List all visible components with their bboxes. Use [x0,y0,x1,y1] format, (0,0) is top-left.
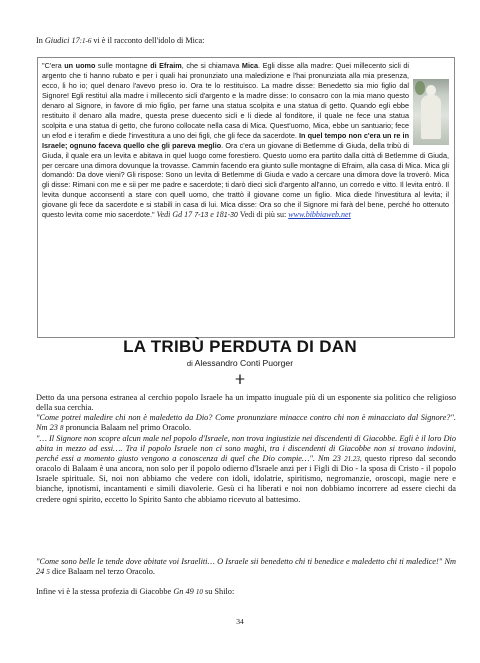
statue-image [413,79,449,145]
quote-balaam-2: "… Il Signore non scopre alcun male nel popolo d'Israele, non trova ingiustizie nei discendenti di Giacobbe. Egli è il loro Dio abita in mezzo ad essi…. Tra il popolo Israele non ci sono maghi, tra i discendenti di Giacobbe non si trovano indovini, perché essi a momento giusto vengono a conoscenza di quel che Dio compie…". [36,433,456,463]
intro-pre: In [36,36,43,45]
page-number: 34 [236,617,244,626]
intro-ref: Giudici 17 [44,36,80,45]
author-line: di Alessandro Conti Puorger [186,358,294,368]
quote-ref: Vedi Gd 17 [156,210,193,220]
quote-balaam-1: "Come potrei maledire chi non è maledetto da Dio? Come pronunziare minacce contro chi non è minacciato dal Signore?". [36,413,456,423]
quote-balaam-3: "Come sono belle le tende dove abitate voi Israeliti… O Israele sii benedetto chi ti benedice e maledetto chi ti maledice!" [36,557,443,566]
body-paragraph-2: "Come sono belle le tende dove abitate voi Israeliti… O Israele sii benedetto chi ti benedice e maledetto chi ti maledice!" Nm 24 5 dice Balaam nel terzo Oracolo. [36,557,456,577]
website-link[interactable]: www.bibbiaweb.net [288,210,351,220]
quote-text: "C'era un uomo sulle montagne di Efraim, che si chiamava Mica. Egli disse alla madre: Quei millecento sicli di argento che ti hanno rubato e per i quali hai pronunziato una maledizione e l'hai pronunziata alla mia presenza, ecco, li ho io; quel denaro l'avevo preso io. Ora te lo restituisco. La madre disse: Benedetto sia mio figlio dal Signore! Egli restituì alla madre i millecento sicli d'argento e la madre disse: Io consacro con la mia mano questo denaro al Signore, in favore di mio figlio, per farne una statua scolpita e una statua di getto. Quando egli ebbe restituito il denaro alla madre, questa prese duecento sicli e li diede al fonditore, il quale ne fece una statua scolpita e una statua di getto, che furono collocate nella casa di Mica. Quest'uomo, Mica, ebbe un santuario; fece un efod e i terafim e diede l'investitura a uno dei figli, che gli fece da sacerdote. In quel tempo non c'era un re in Israele; ognuno faceva quello che gli pareva meglio. Ora c'era un giovane di Betlemme di Giuda, della tribù di Giuda, il quale era un levita e abitava in quel luogo come forestiero. Questo uomo era partito dalla città di Betlemme di Giuda, per cercare una dimora dovunque la trovasse. Cammin facendo era giunto sulle montagne di Efraim, alla casa di Mica. Mica gli domandò: Da dove vieni? Gli rispose: Sono un levita di Betlemme di Giuda e vado a cercare una dimora dove la troverò. Mica gli disse: Rimani con me e sii per me padre e sacerdote; ti darò dieci sicli d'argento all'anno, un corredo e vitto. Il levita entrò. Il levita dunque acconsentì a stare con quell uomo, che trattò il giovane come un figlio. Mica diede l'investitura al levita; il giovane gli fece da sacerdote e si stabilì in casa di lui. Mica disse: Ora so che il Signore mi farà del bene, perché ho ottenuto questo levita come mio sacerdote." Vedi Gd 17 7-13 e 181-30 Vedi di più su: www.bibbiaweb.net [42,61,450,220]
section-title: LA TRIBÙ PERDUTA DI DAN [123,337,357,356]
ornament-icon: ⵜ [235,372,245,387]
intro-line [36,36,456,46]
intro-ref-verses: :1-6 [79,37,92,45]
quote-emphasis: In quel tempo non c'era un re in Israele; ognuno faceva quello che gli pareva meglio [42,130,409,150]
quote-box [37,57,455,338]
see-more-label: Vedi di più su: [239,210,287,220]
body-paragraph-3: Infine vi è la stessa profezia di Giacobbe Gn 49 10 su Shilo: [36,587,235,596]
author-name: Alessandro Conti Puorger [194,358,294,368]
body-paragraph-1: Detto da una persona estranea al cerchio popolo Israele ha un impatto inuguale più di un esponente sia politico che religioso della sua cerchia. "Come potrei maledire chi non è maledetto da Dio? Come pronunziare minacce contro chi non è minacciato dal Signore?". Nm 23 8 pronuncia Balaam nel primo Oracolo. "… Il Signore non scopre alcun male nel popolo d'Israele, non trova ingiustizie nei discendenti di Giacobbe. Egli è il loro Dio abita in mezzo ad essi…. Tra il popolo Israele non ci sono maghi, tra i discendenti di Giacobbe non si trovano indovini, perché essi a momento giusto vengono a conoscenza di quel che Dio compie…". Nm 23 21.23, questo ripreso dal secondo oracolo di Balaam è una ancora, non solo per il popolo odierno d'Israele anzi per i Figli di Dio - la sposa di Cristo - il popolo Israele spirituale. Si, noi non abbiamo che vedere con idoli, idolatrie, spiritismo, negromanzie, oroscopi, magie nere e bianche, ipnotismi, incantamenti e simili diavolerie. Gesù ci ha liberati e noi non dobbiamo incorrere ad essere ciechi da credere ogni spirito, eccetto lo Spirito Santo che abbiamo ricevuto al battesimo. [36,393,457,504]
intro-post: vi è il racconto dell'idolo di Mica: [93,36,205,45]
